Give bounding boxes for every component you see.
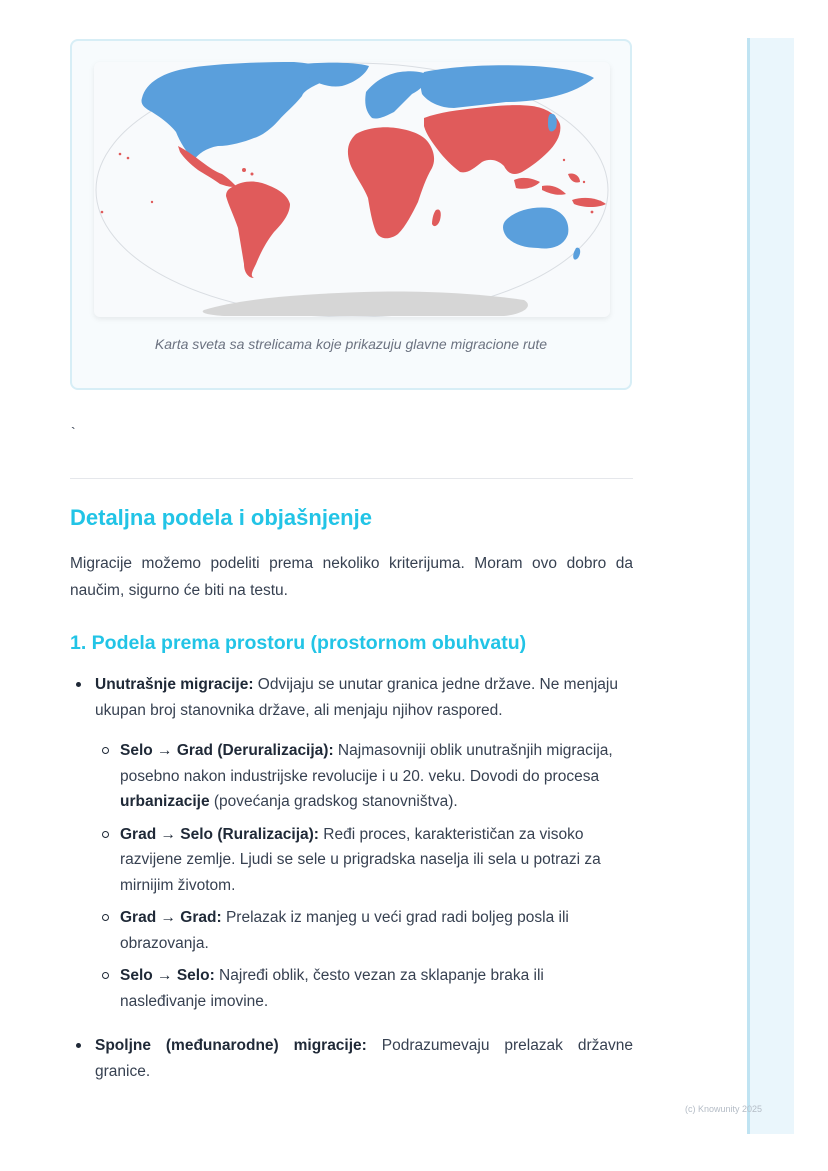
sidebar-decoration bbox=[747, 38, 794, 1134]
sublist-item-village-to-city bbox=[95, 738, 633, 815]
item-text: Prelazak iz manjeg u veći grad radi boljeg posla ili obrazovanja. bbox=[120, 909, 569, 952]
list-item-internal-migrations bbox=[70, 672, 633, 1014]
sublist-item-city-to-village bbox=[95, 822, 633, 899]
subsection-title: 1. Podela prema prostoru (prostornom obuhvatu) bbox=[70, 632, 527, 654]
world-migration-map bbox=[94, 62, 610, 317]
copyright-notice: (c) Knowunity 2025 bbox=[685, 1104, 763, 1114]
section-intro: Migracije možemo podeliti prema nekoliko kriterijuma. Moram ovo dobro da naučim, sigurno će biti na testu. bbox=[70, 555, 633, 599]
item-label: Grad → Grad: bbox=[120, 909, 222, 926]
item-text: Podrazumevaju prelazak državne granice. bbox=[95, 1037, 633, 1080]
map-caption: Karta sveta sa strelicama koje prikazuju glavne migracione rute bbox=[154, 336, 548, 352]
item-text: Najmasovniji oblik unutrašnjih migracija, posebno nakon industrijske revolucije i u 20. veku. Dovodi do procesa bbox=[120, 742, 613, 785]
item-emphasis: urbanizacije bbox=[120, 793, 210, 810]
item-label: Unutrašnje migracije: bbox=[95, 676, 254, 693]
sublist-item-village-to-village bbox=[95, 963, 633, 1014]
section-divider bbox=[70, 478, 633, 479]
item-label: Grad → Selo (Ruralizacija): bbox=[120, 825, 319, 843]
world-map-image bbox=[94, 62, 610, 317]
item-label: Spoljne (međunarodne) migracije: bbox=[95, 1037, 367, 1054]
sublist-item-city-to-city bbox=[95, 905, 633, 956]
item-text: Ređi proces, karakterističan za visoko razvijene zemlje. Ljudi se sele u prigradska naselja ili sela u potrazi za mirnijim životom. bbox=[120, 825, 601, 894]
item-label: Selo → Selo: bbox=[120, 967, 215, 984]
stray-backtick: ` bbox=[71, 424, 76, 440]
item-text: Odvijaju se unutar granica jedne države. Ne menjaju ukupan broj stanovnika države, ali menjaju njihov raspored. bbox=[95, 676, 618, 719]
internal-migrations-sublist bbox=[95, 738, 633, 1014]
migration-types-list bbox=[70, 672, 633, 1084]
item-label: Selo → Grad (Deruralizacija): bbox=[120, 742, 334, 759]
section-title: Detaljna podela i objašnjenje bbox=[70, 505, 372, 530]
list-item-external-migrations bbox=[70, 1033, 633, 1084]
item-text: (povećanja gradskog stanovništva). bbox=[209, 793, 458, 810]
item-text: Najređi oblik, često vezan za sklapanje braka ili nasleđivanje imovine. bbox=[120, 967, 544, 1010]
map-figure bbox=[70, 39, 632, 390]
